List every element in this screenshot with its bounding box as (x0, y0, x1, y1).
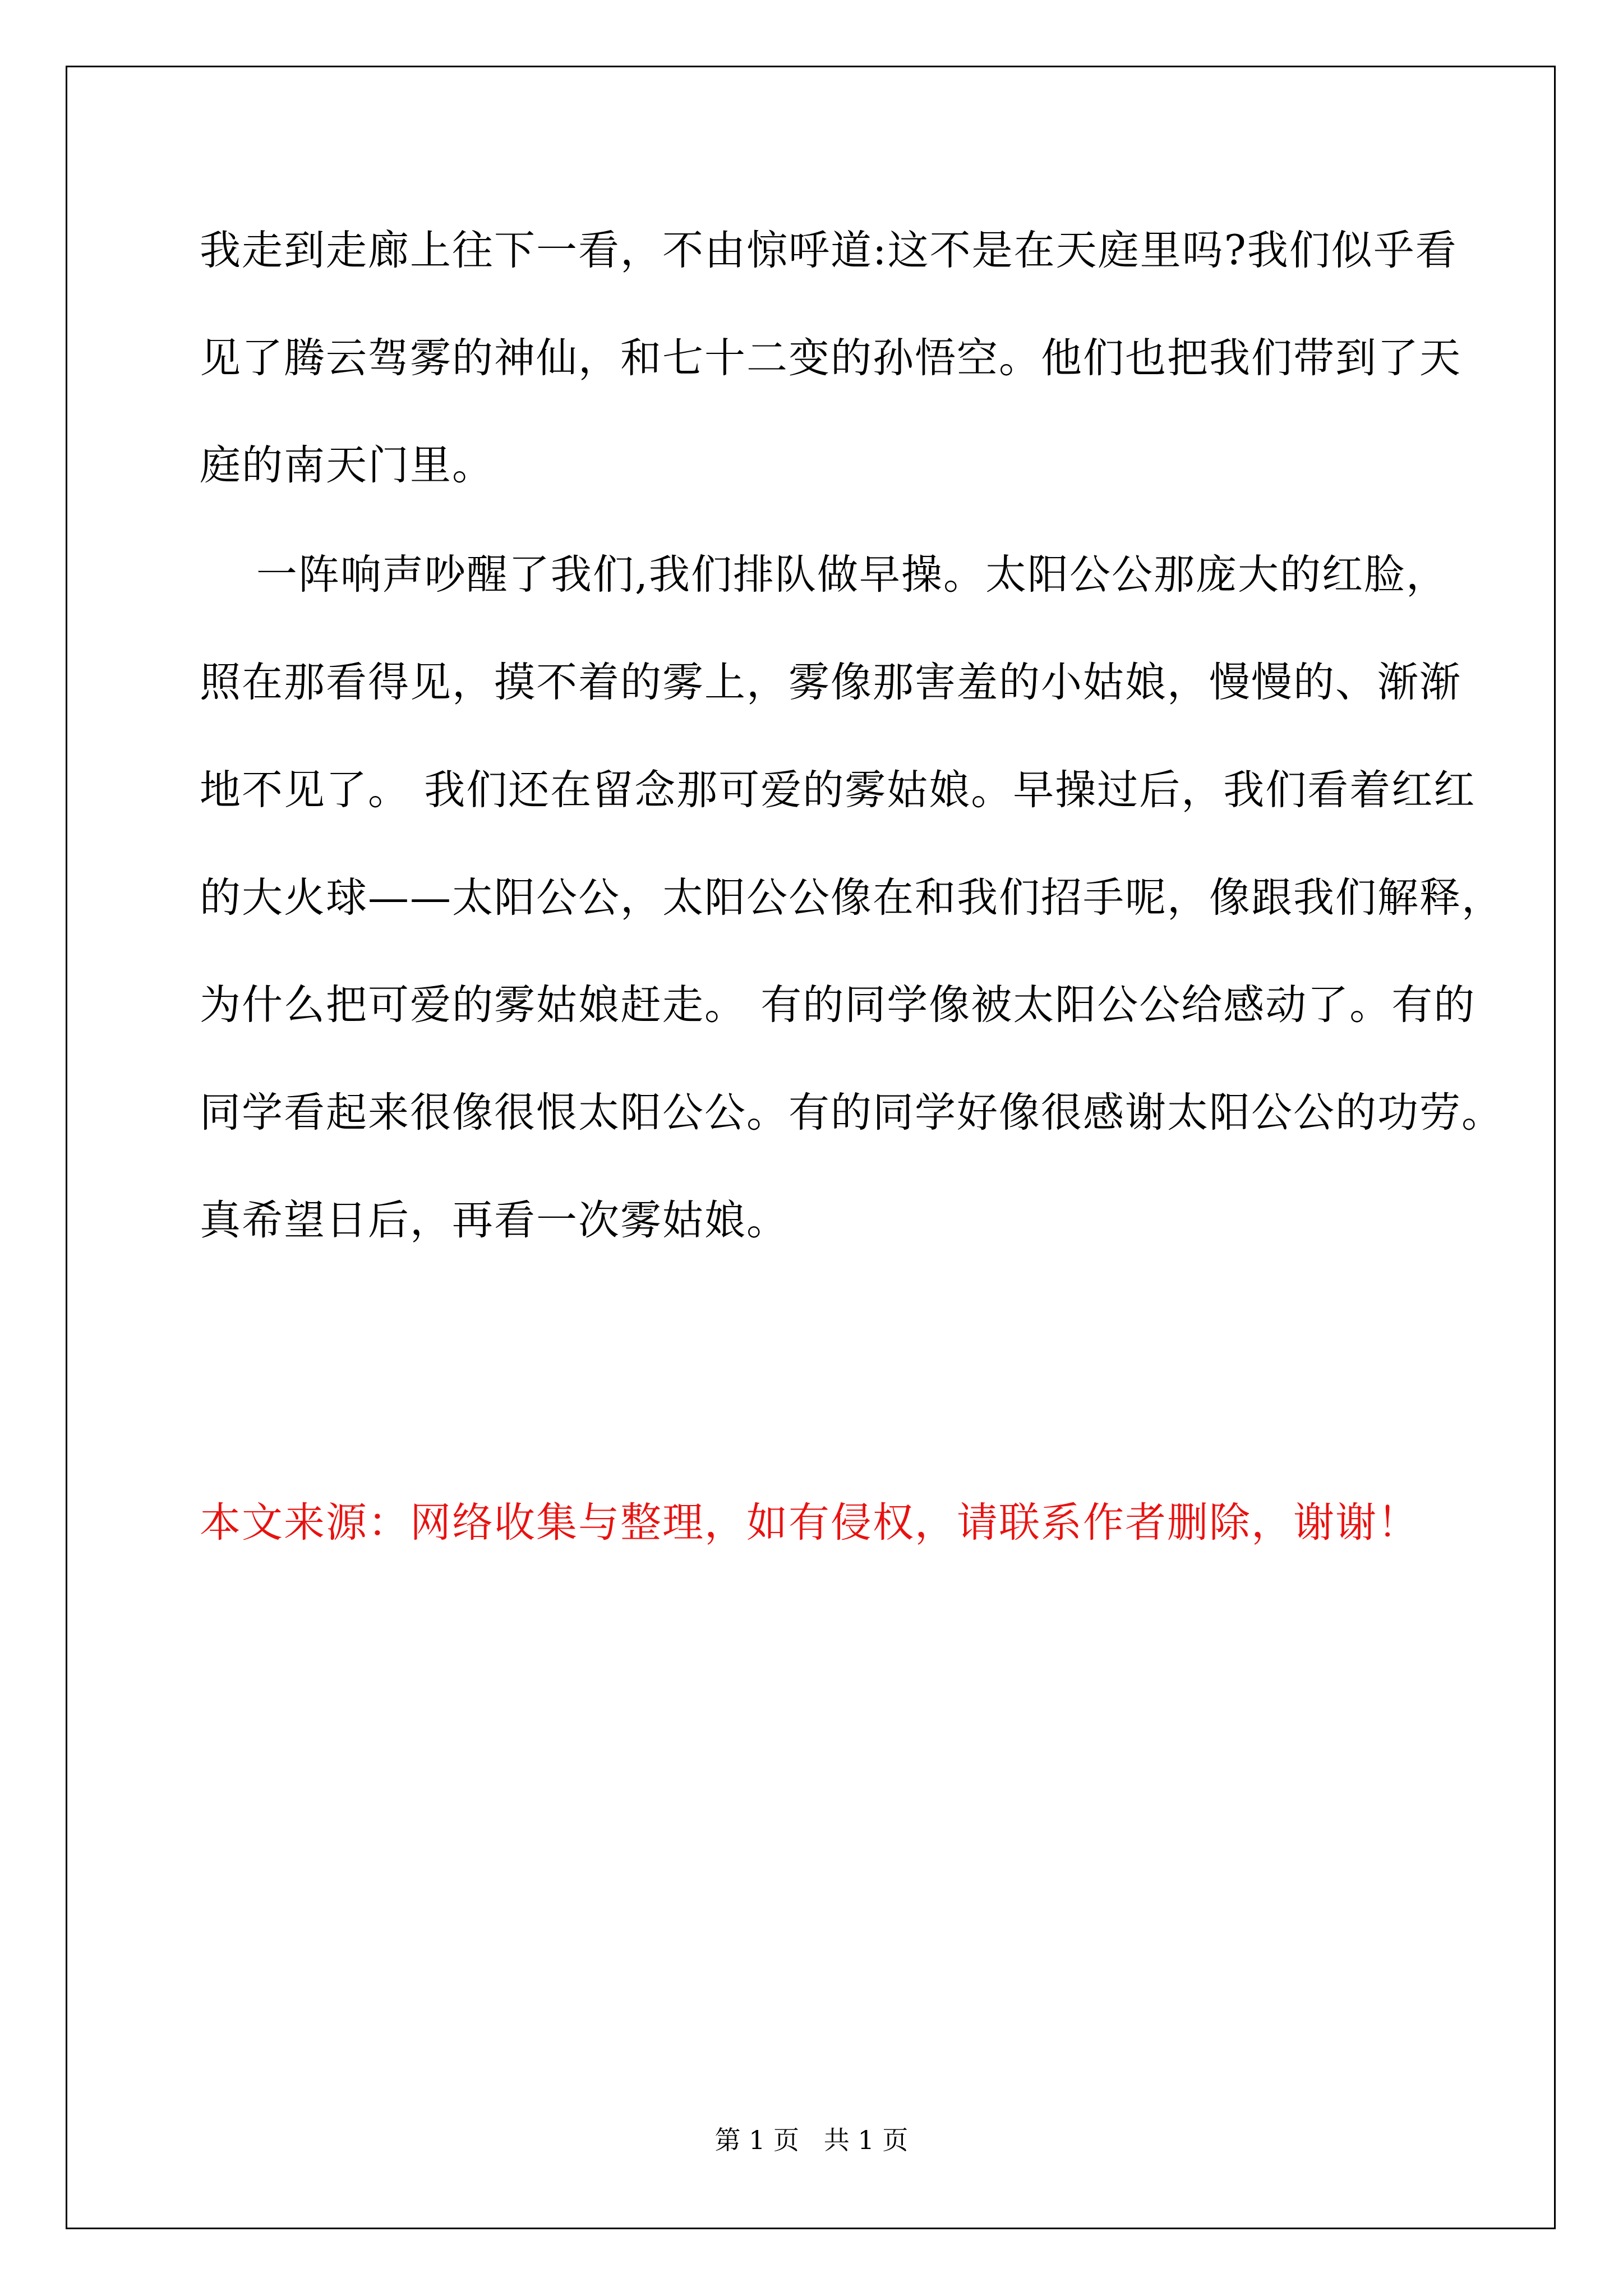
paragraph-1-line-2: 见了腾云驾雾的神仙，和七十二变的孙悟空。他们也把我们带到了天 (200, 334, 1461, 382)
paragraph-2-line-3: 地不见了。 我们还在留念那可爱的雾姑娘。早操过后，我们看着红红 (200, 766, 1476, 814)
paragraph-2-line-7: 真希望日后，再看一次雾姑娘。 (200, 1197, 789, 1244)
source-note: 本文来源：网络收集与整理，如有侵权，请联系作者删除，谢谢！ (200, 1499, 1419, 1547)
page-border (66, 66, 1556, 2229)
paragraph-1-line-3: 庭的南天门里。 (200, 441, 494, 489)
paragraph-2-line-4: 的大火球——太阳公公，太阳公公像在和我们招手呢，像跟我们解释， (200, 874, 1504, 922)
paragraph-2-line-6: 同学看起来很像很恨太阳公公。有的同学好像很感谢太阳公公的功劳。 (200, 1089, 1504, 1137)
page-number-footer: 第 1 页 共 1 页 (714, 2125, 909, 2155)
paragraph-1-line-1: 我走到走廊上往下一看，不由惊呼道:这不是在天庭里吗?我们似乎看 (200, 227, 1458, 274)
paragraph-2-line-1: 一阵响声吵醒了我们,我们排队做早操。太阳公公那庞大的红脸， (200, 551, 1449, 599)
paragraph-2-line-2: 照在那看得见，摸不着的雾上，雾像那害羞的小姑娘，慢慢的、渐渐 (200, 659, 1461, 706)
paragraph-2-line-5: 为什么把可爱的雾姑娘赶走。 有的同学像被太阳公公给感动了。有的 (200, 981, 1476, 1029)
